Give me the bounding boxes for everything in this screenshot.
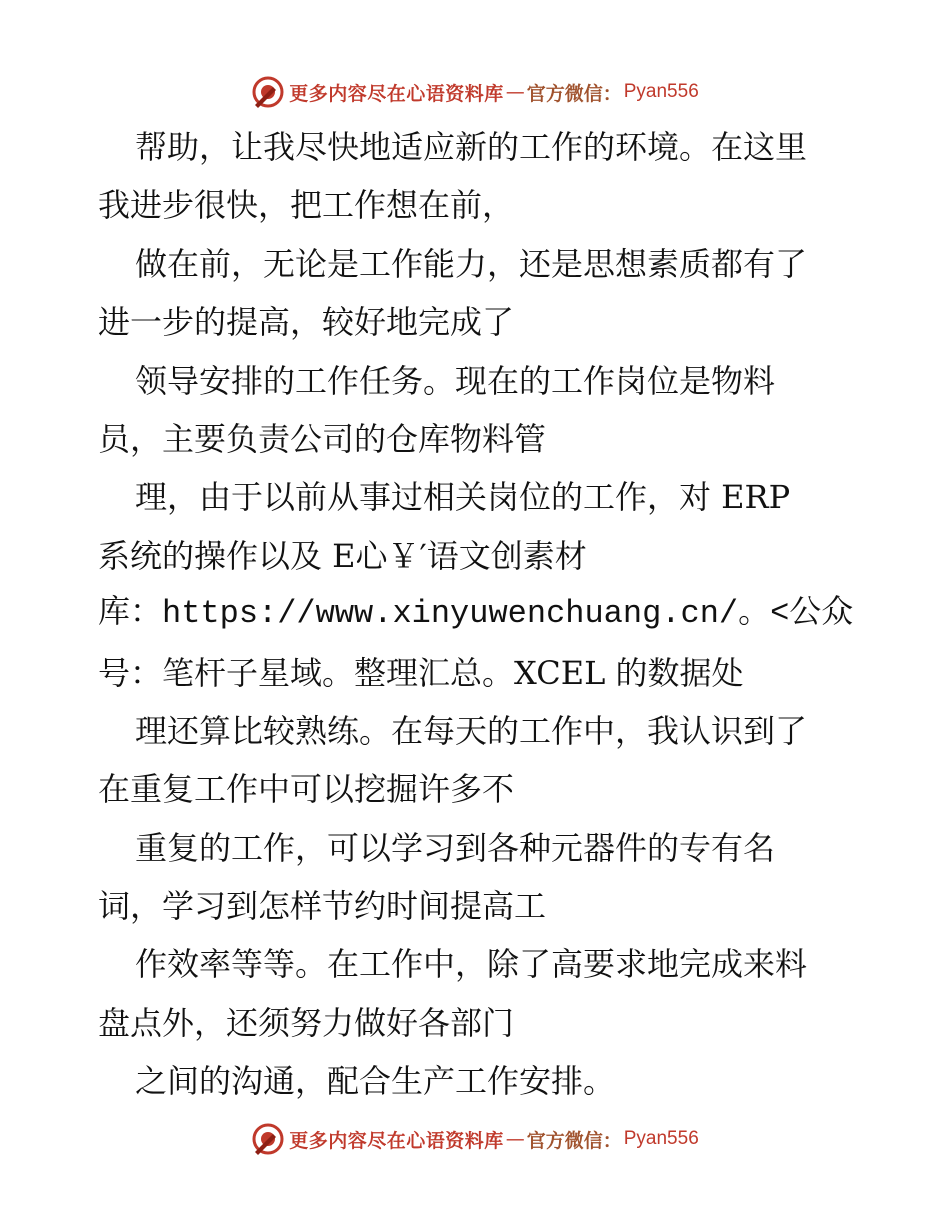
pen-logo-icon <box>251 75 285 109</box>
text-line: 作效率等等。在工作中，除了高要求地完成来料 <box>135 945 808 984</box>
banner-wechat-handle: Pyan556 <box>623 1128 699 1149</box>
banner-official-label: 官方微信： <box>526 82 622 105</box>
document-body <box>98 118 858 1111</box>
text-line: 帮助，让我尽快地适应新的工作的环境。在这里 <box>135 128 808 166</box>
text-line: 词，学习到怎样节约时间提高工 <box>98 887 547 926</box>
text-line: 领导安排的工作任务。现在的工作岗位是物料 <box>135 361 776 400</box>
text-line-url: 库：https://www.xinyuwenchuang.cn/。<公众 <box>98 595 854 633</box>
text-line: 系统的操作以及 E心￥′语文创素材 <box>98 536 587 575</box>
text-line: 在重复工作中可以挖掘许多不 <box>98 770 515 809</box>
text-line: 做在前，无论是工作能力，还是思想素质都有了 <box>135 244 808 283</box>
footer-banner <box>0 1119 950 1159</box>
text-line: 我进步很快，把工作想在前， <box>98 186 515 225</box>
banner-official-label: 官方微信： <box>526 1129 622 1152</box>
banner-dash: — <box>505 1128 525 1150</box>
text-line: 盘点外，还须努力做好各部门 <box>98 1003 515 1042</box>
text-line: 理，由于以前从事过相关岗位的工作，对 ERP <box>135 478 791 517</box>
text-line: 号：笔杆子星域。整理汇总。XCEL 的数据处 <box>98 653 744 692</box>
banner-text: 更多内容尽在心语资料库 <box>289 1129 504 1152</box>
text-line: 之间的沟通，配合生产工作安排。 <box>135 1062 616 1101</box>
text-line: 理还算比较熟练。在每天的工作中，我认识到了 <box>135 711 808 750</box>
header-banner <box>0 72 950 112</box>
banner-dash: — <box>505 81 525 103</box>
banner-wechat-handle: Pyan556 <box>623 81 699 102</box>
pen-logo-icon <box>251 1122 285 1156</box>
text-line: 重复的工作，可以学习到各种元器件的专有名 <box>135 828 776 867</box>
text-line: 进一步的提高，较好地完成了 <box>98 303 515 342</box>
banner-text: 更多内容尽在心语资料库 <box>289 82 504 105</box>
text-line: 员，主要负责公司的仓库物料管 <box>98 419 547 458</box>
